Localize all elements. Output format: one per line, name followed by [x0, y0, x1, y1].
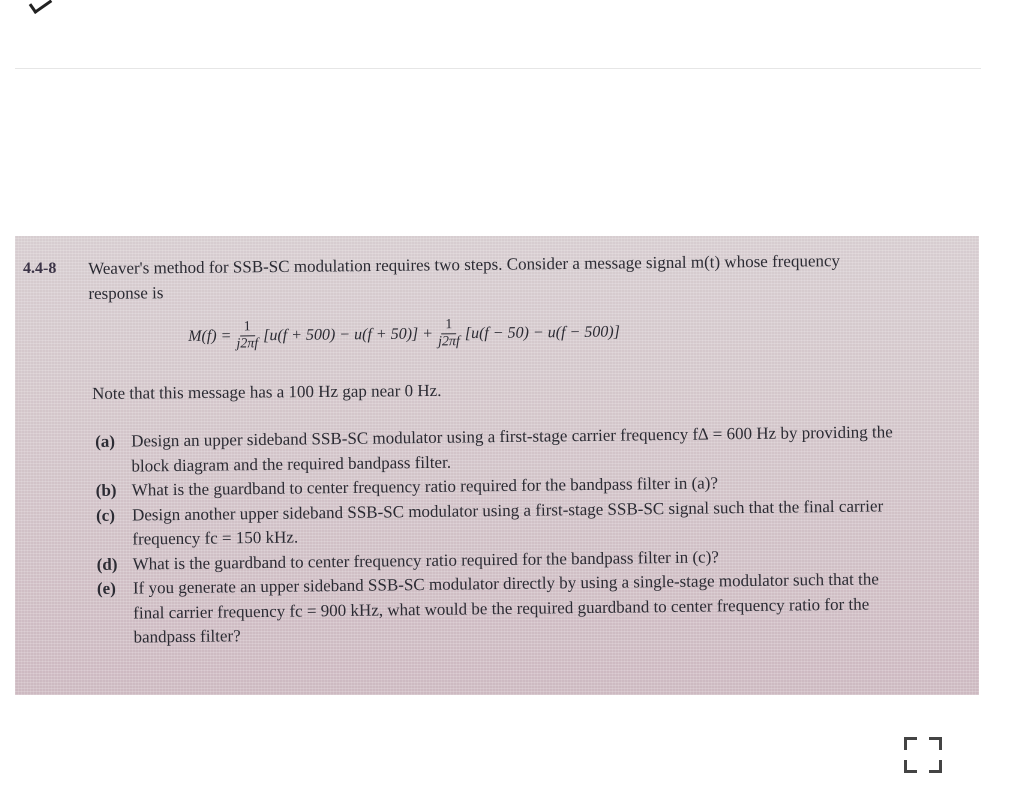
fraction-1-denominator: j2πf	[236, 336, 259, 352]
part-label: (c)	[95, 505, 116, 525]
part-text: Design an upper sideband SSB-SC modulator using a first-stage carrier frequency f∆ = 600 Hz by providing the block diagram and the required bandpass filter.	[131, 422, 893, 476]
fullscreen-corner	[929, 760, 942, 773]
part-text: What is the guardband to center frequency ratio required for the bandpass filter in (a)?	[131, 473, 719, 500]
equation-term-2: [u(f − 50) − u(f − 500)]	[464, 322, 620, 342]
fullscreen-icon[interactable]	[904, 737, 942, 773]
fullscreen-corner	[929, 737, 942, 750]
part-text: Design another upper sideband SSB-SC modulator using a first-stage SSB-SC signal such that the final carrier frequency fc = 150 kHz.	[131, 495, 884, 549]
problem-parts	[95, 420, 898, 650]
equation	[188, 315, 620, 353]
part-e	[97, 567, 898, 650]
part-text: What is the guardband to center frequency ratio required for the bandpass filter in (c)?	[132, 546, 719, 574]
part-label: (b)	[95, 480, 117, 500]
part-label: (a)	[95, 431, 116, 451]
problem-number: 4.4-8	[23, 260, 57, 277]
part-label: (d)	[96, 554, 118, 574]
divider	[15, 68, 981, 69]
chevron-icon	[29, 0, 53, 14]
fraction-2-numerator: 1	[441, 317, 456, 334]
part-label: (e)	[96, 578, 116, 598]
equation-term-1: [u(f + 500) − u(f + 50)] +	[263, 324, 434, 344]
problem-note: Note that this message has a 100 Hz gap near 0 Hz.	[92, 380, 442, 403]
fraction-1-numerator: 1	[240, 319, 255, 336]
fraction-1	[234, 319, 260, 352]
fraction-2-denominator: j2πf	[438, 334, 460, 350]
problem-intro: Weaver's method for SSB-SC modulation requires two steps. Consider a message signal m(t) whose frequency response is	[88, 251, 841, 303]
fullscreen-corner	[904, 737, 917, 750]
fraction-2	[436, 317, 462, 350]
problem-image	[15, 236, 979, 695]
fullscreen-corner	[904, 760, 917, 773]
part-text: If you generate an upper sideband SSB-SC modulator directly by using a single-stage modulator such that the final carrier frequency fc = 900 kHz, what would be the required guardband to center frequency ratio for the bandpass filter?	[132, 569, 879, 647]
equation-lhs: M(f) =	[188, 327, 232, 345]
